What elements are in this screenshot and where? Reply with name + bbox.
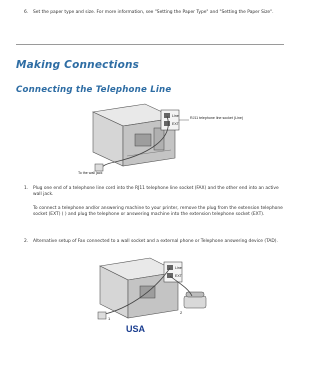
section-divider bbox=[16, 44, 284, 45]
printer-connection-figure bbox=[75, 100, 244, 175]
telephone-icon bbox=[184, 292, 206, 308]
usa-label: USA bbox=[126, 324, 146, 334]
step-1-number: 1. bbox=[24, 186, 29, 191]
step-1-note: To connect a telephone and/or answering machine to your printer, remove the plug from the extension telephone socket (EXT) ( ) and plug the telephone or answering machine into the extension telephone socket (EXT). bbox=[33, 206, 283, 217]
wall-jack-icon-2 bbox=[98, 312, 106, 319]
figure2-line-label: Line bbox=[175, 266, 182, 270]
step-2-number: 2. bbox=[24, 239, 29, 244]
step-6-text: Set the paper type and size. For more information, see "Setting the Paper Type" and "Setting the Paper Size". bbox=[33, 10, 274, 15]
figure1-ext-label: EXT bbox=[172, 122, 179, 126]
figure2-label-2: 2 bbox=[180, 310, 183, 315]
figure2-ext-label: EXT bbox=[175, 274, 182, 278]
step-6-number: 6. bbox=[24, 10, 29, 15]
alternative-setup-figure bbox=[80, 254, 220, 324]
figure1-wall-label: To the wall jack bbox=[78, 171, 103, 175]
wall-jack-icon bbox=[95, 164, 103, 171]
step-2-text: Alternative setup of Fax connected to a wall socket and a external phone or Telephone answering device (TAD). bbox=[33, 239, 278, 244]
figure1-line-label: Line bbox=[172, 114, 179, 118]
figure2-label-1: 1 bbox=[108, 316, 111, 321]
figure1-rj11-label: RJ11 telephone line socket (Line) bbox=[190, 116, 244, 120]
step-1-text: Plug one end of a telephone line cord into the RJ11 telephone line socket (FAX) and the other end into an active wall jack. bbox=[33, 186, 279, 197]
heading-connecting-telephone-line: Connecting the Telephone Line bbox=[16, 85, 172, 95]
heading-making-connections: Making Connections bbox=[16, 59, 140, 71]
